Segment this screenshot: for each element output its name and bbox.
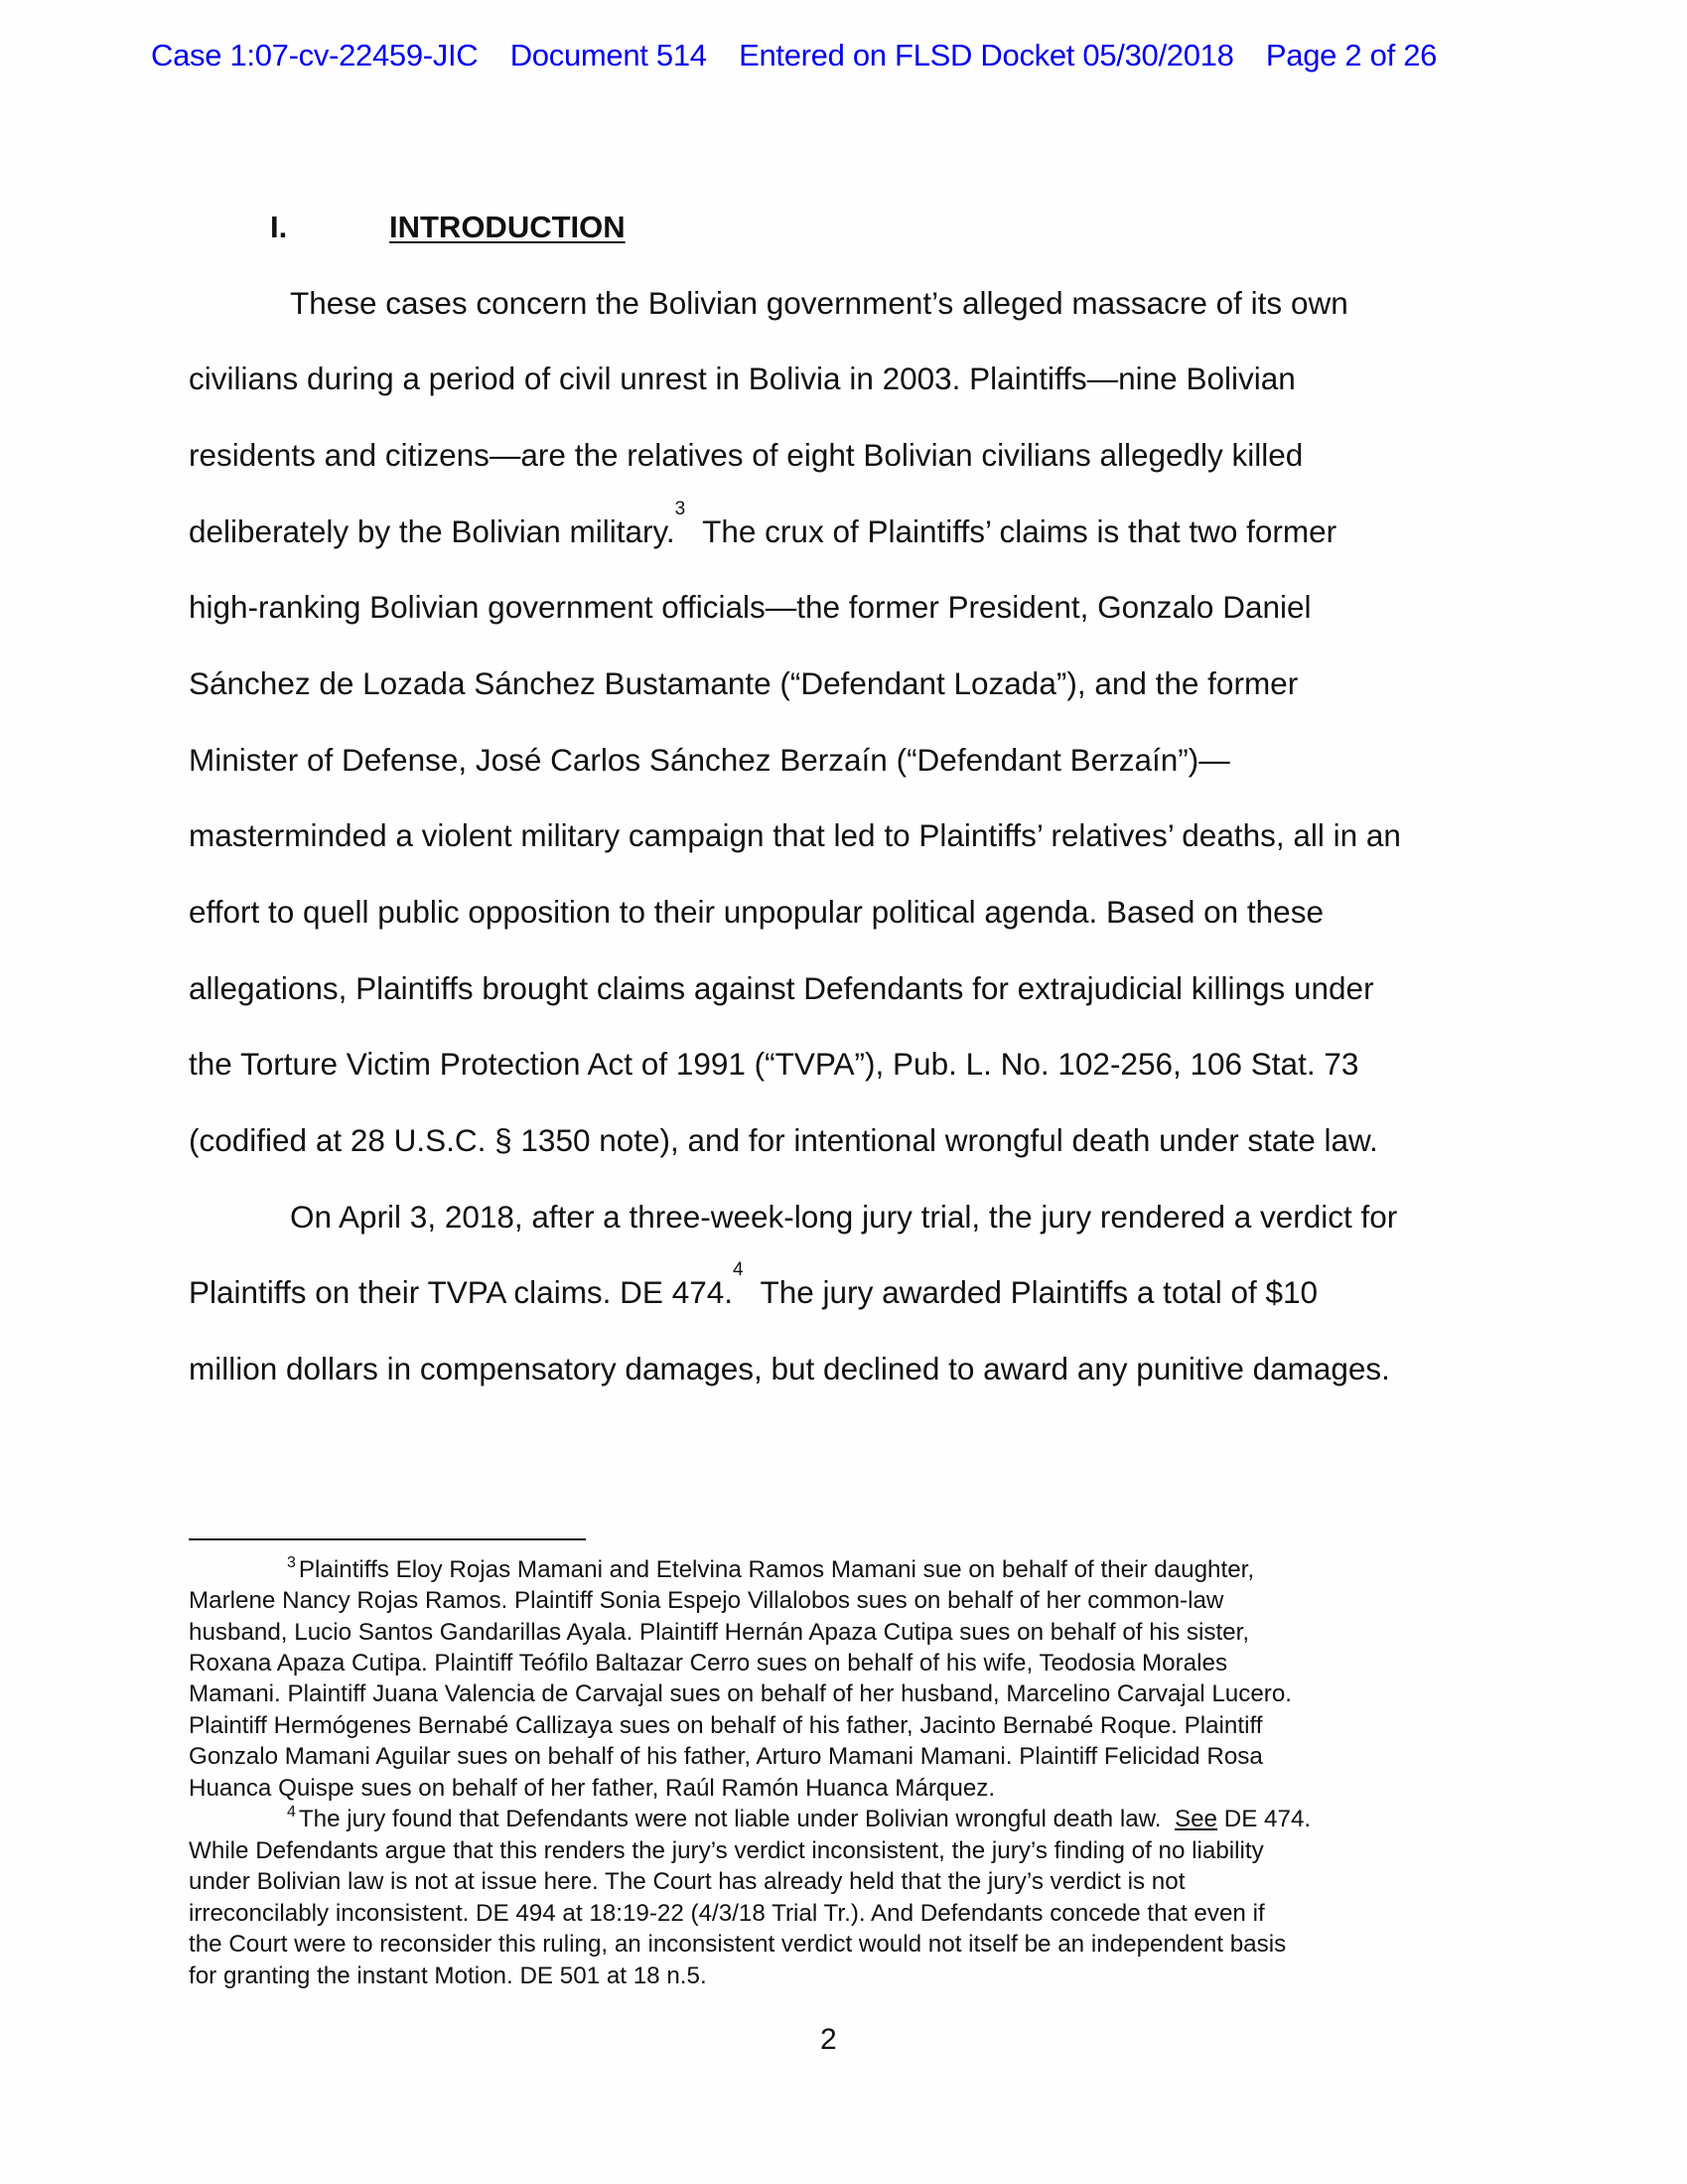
section-title: INTRODUCTION [389,210,626,244]
footnote-text: Plaintiffs Eloy Rojas Mamani and Etelvina Ramos Mamani sue on behalf of their daughter, [298,1556,1255,1583]
citation-signal-see: See [1174,1806,1217,1832]
footnote-4-line: for granting the instant Motion. DE 501 at 18 n.5. [189,1963,707,1989]
body-line: These cases concern the Bolivian government’s alleged massacre of its own [290,285,1348,321]
body-line: high-ranking Bolivian government officials—the former President, Gonzalo Daniel [189,589,1312,625]
footnote-text: The jury found that Defendants were not liable under Bolivian wrongful death law. [298,1806,1175,1832]
footnote-3-line: Plaintiff Hermógenes Bernabé Callizaya sues on behalf of his father, Jacinto Bernabé Roque. Plaintiff [189,1712,1263,1739]
footnote-ref-4[interactable]: 4 [733,1259,744,1280]
body-text: deliberately by the Bolivian military. [189,513,675,549]
header-document-number: Document 514 [509,38,707,73]
footnote-4-line: the Court were to reconsider this ruling, an inconsistent verdict would not itself be an independent basis [189,1931,1287,1958]
footnote-3-line: husband, Lucio Santos Gandarillas Ayala. Plaintiff Hernán Apaza Cutipa sues on behalf of his sister, [189,1619,1250,1646]
page-number: 2 [820,2023,837,2056]
footnote-4-line [287,1806,1311,1836]
footnote-4-line: While Defendants argue that this renders the jury’s verdict inconsistent, the jury’s finding of no liability [189,1837,1264,1864]
body-line: masterminded a violent military campaign that led to Plaintiffs’ relatives’ deaths, all in an [189,817,1401,853]
body-text: The crux of Plaintiffs’ claims is that two former [685,513,1337,549]
footnote-3-line: Marlene Nancy Rojas Ramos. Plaintiff Sonia Espejo Villalobos sues on behalf of her common-law [189,1587,1224,1614]
body-line: civilians during a period of civil unrest in Bolivia in 2003. Plaintiffs—nine Bolivian [189,361,1296,396]
section-number: I. [270,210,288,244]
footnote-3-line: Roxana Apaza Cutipa. Plaintiff Teófilo Baltazar Cerro sues on behalf of his wife, Teodosia Morales [189,1650,1228,1676]
body-line [189,1259,1319,1310]
header-entered-date: Entered on FLSD Docket 05/30/2018 [739,38,1234,73]
footnote-4-line: under Bolivian law is not at issue here. The Court has already held that the jury’s verdict is not [189,1868,1186,1895]
body-line: Sánchez de Lozada Sánchez Bustamante (“Defendant Lozada”), and the former [189,665,1299,701]
body-line: residents and citizens—are the relatives of eight Bolivian civilians allegedly killed [189,437,1304,473]
body-line: effort to quell public opposition to their unpopular political agenda. Based on these [189,894,1324,930]
footnote-3-line: Gonzalo Mamani Aguilar sues on behalf of his father, Arturo Mamani Mamani. Plaintiff Felicidad Rosa [189,1743,1263,1770]
footnote-3-marker: 3 [287,1554,296,1571]
body-text: The jury awarded Plaintiffs a total of $10 [743,1274,1319,1310]
footnote-separator [189,1538,586,1540]
footnote-3-line: Huanca Quispe sues on behalf of her father, Raúl Ramón Huanca Márquez. [189,1775,996,1802]
body-line: On April 3, 2018, after a three-week-long jury trial, the jury rendered a verdict for [290,1199,1398,1235]
body-line: the Torture Victim Protection Act of 1991 (“TVPA”), Pub. L. No. 102-256, 106 Stat. 73 [189,1046,1359,1082]
footnote-text: DE 474. [1217,1806,1312,1832]
footnote-ref-3[interactable]: 3 [674,499,686,519]
body-text: Plaintiffs on their TVPA claims. DE 474. [189,1274,734,1310]
body-line: Minister of Defense, José Carlos Sánchez Berzaín (“Defendant Berzaín”)— [189,742,1230,778]
footnote-3-line: Mamani. Plaintiff Juana Valencia de Carvajal sues on behalf of her husband, Marcelino Carvajal Lucero. [189,1680,1293,1707]
header-page-count: Page 2 of 26 [1265,38,1438,73]
docket-header [151,38,1437,73]
body-line: allegations, Plaintiffs brought claims against Defendants for extrajudicial killings under [189,970,1374,1006]
footnote-3-line [287,1556,1254,1587]
header-case-number: Case 1:07-cv-22459-JIC [151,38,479,73]
footnote-4-marker: 4 [287,1804,296,1820]
footnote-4-line: irreconcilably inconsistent. DE 494 at 18:19-22 (4/3/18 Trial Tr.). And Defendants concede that even if [189,1900,1265,1927]
body-line: (codified at 28 U.S.C. § 1350 note), and for intentional wrongful death under state law. [189,1122,1378,1158]
body-line: million dollars in compensatory damages, but declined to award any punitive damages. [189,1351,1390,1386]
body-line [189,499,1337,549]
